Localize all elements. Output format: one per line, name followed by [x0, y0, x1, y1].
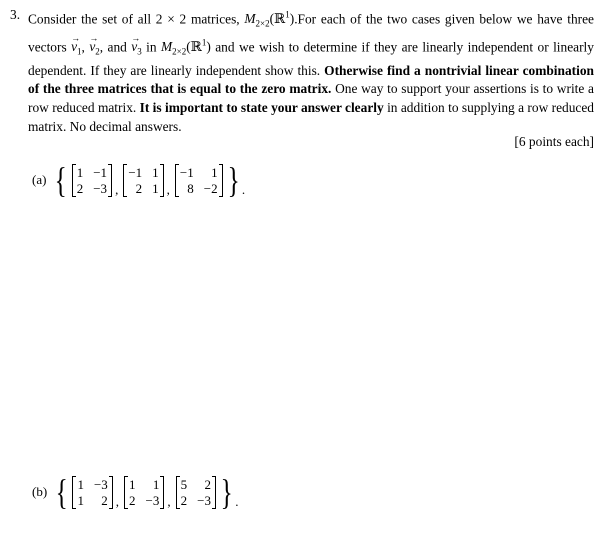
bold-instruction: It is important to state your answer clearly [139, 100, 384, 116]
matrix-entry: −3 [197, 492, 211, 508]
matrix-entry: 1 [77, 476, 84, 492]
part-label: (b) [32, 484, 48, 499]
matrix-entry: 1 [152, 180, 159, 196]
bold-instruction: Otherwise find a nontrivial linear combination of the three matrices that is equal to the zero matrix. [28, 62, 594, 97]
part-label: (a) [32, 172, 47, 187]
comma: , [115, 494, 120, 509]
matrix-entry: 1 [211, 164, 218, 180]
matrix-entry: −1 [93, 164, 108, 180]
text-segment: in addition to supplying a row reduced matrix. No decimal answers. [28, 100, 594, 134]
matrix-entry: 2 [101, 492, 108, 508]
problem-statement [10, 6, 594, 137]
points-note: [6 points each] [514, 134, 594, 149]
vector-v3: → $v_3$ [131, 39, 141, 54]
matrix-entry: 2 [204, 476, 211, 492]
text-segment: .For each of the two cases given below we have three vectors [28, 11, 594, 55]
matrix-space-symbol: $M_{2\times 2}(ℝ^1)$ [161, 37, 211, 57]
part-b [32, 474, 239, 510]
problem-number: 3. [10, 7, 21, 22]
matrix-entry: 1 [77, 492, 84, 508]
matrix-a1 [72, 164, 112, 197]
comma: , [115, 182, 119, 197]
period: . [241, 182, 246, 197]
matrix-entry: 5 [180, 476, 188, 492]
comma: , [167, 494, 171, 509]
matrix-entry: 2 [135, 180, 143, 196]
text-segment: , [81, 39, 90, 55]
matrix-entry: −3 [145, 492, 160, 508]
matrix-entry: 2 [180, 492, 188, 508]
matrix-entry: 1 [76, 164, 84, 180]
period: . [235, 494, 239, 509]
vector-v1: → $v_1$ [71, 39, 81, 54]
text-segment: One way to support your assertions is to write a row reduced matrix. [28, 81, 594, 116]
close-brace: } [220, 472, 233, 512]
open-brace: { [55, 472, 68, 512]
matrix-b2 [124, 476, 164, 509]
text-segment: in [141, 39, 161, 55]
matrix-entry: −1 [128, 164, 143, 180]
matrix-a3 [175, 164, 223, 197]
text-segment: , and [99, 39, 132, 55]
matrix-entry: 8 [187, 180, 194, 196]
matrix-a2 [123, 164, 163, 197]
vector-v2: → $v_2$ [89, 39, 99, 54]
matrix-entry: −3 [93, 476, 108, 492]
problem-body [28, 6, 594, 137]
matrix-entry: −1 [179, 164, 194, 180]
text-segment: and we wish to determine if they are linearly independent or linearly dependent. If they are linearly independent show this. [28, 39, 594, 78]
matrix-entry: 1 [152, 164, 159, 180]
matrix-entry: 2 [129, 492, 136, 508]
open-brace: { [55, 160, 68, 200]
close-brace: } [227, 160, 240, 200]
matrix-entry: −3 [93, 180, 108, 196]
matrix-space-symbol: $M_{2\times 2}(ℝ^1)$ [244, 10, 295, 30]
matrix-entry: 1 [129, 476, 136, 492]
part-a [32, 162, 245, 198]
matrix-entry: −2 [203, 180, 218, 196]
matrix-b3 [176, 476, 216, 509]
matrix-b1 [72, 476, 112, 509]
text-segment: Consider the set of all 2 × 2 matrices, [28, 11, 245, 27]
comma: , [166, 182, 170, 197]
matrix-entry: 1 [152, 476, 160, 492]
matrix-entry: 2 [76, 180, 84, 196]
